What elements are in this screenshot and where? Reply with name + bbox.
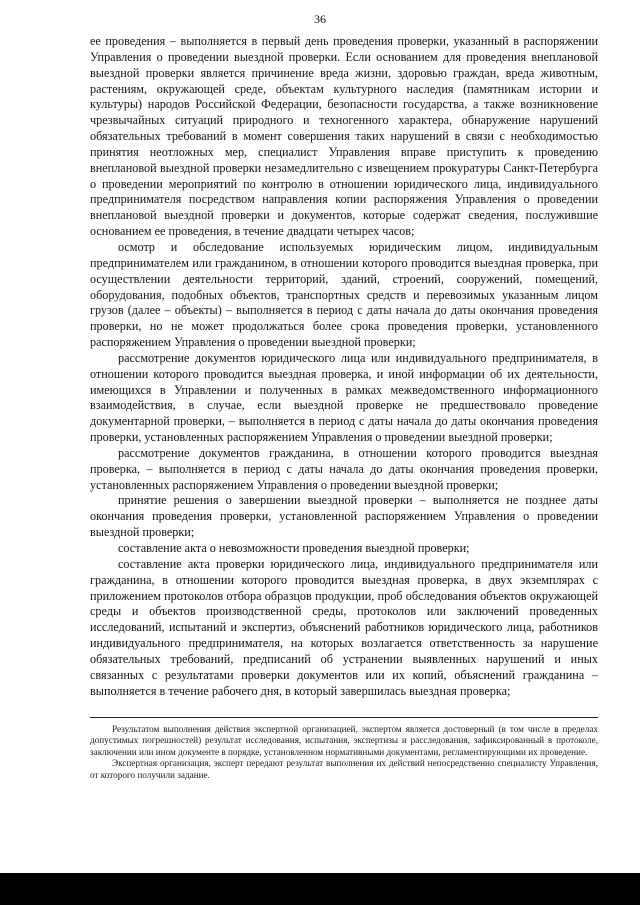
page-number: 36 <box>314 12 326 26</box>
footnotes <box>90 724 598 781</box>
paragraph: рассмотрение документов гражданина, в отношении которого проводится выездная проверка, – выполняется в период с даты начала до даты окончания проведения проверки, установленных распоряжением Управления о проведении выездной проверки; <box>90 445 598 492</box>
scan-edge-band <box>0 873 640 905</box>
paragraph: осмотр и обследование используемых юридическим лицом, индивидуальным предпринимателем или гражданином, в отношении которого проводится выездная проверка, при осуществлении деятельности территорий, зданий, строений, сооружений, помещений, оборудования, подобных объектов, транспортных средств и перевозимых указанным лицом грузов (далее – объекты) – выполняется в период с даты начала до даты окончания проведения проверки, но не может продолжаться более срока проведения проверки, установленного распоряжением Управления о проведении выездной проверки; <box>90 239 598 350</box>
paragraph: составление акта проверки юридического лица, индивидуального предпринимателя или гражданина, в отношении которого проводится выездная проверка, в двух экземплярах с приложением протоколов отбора образцов продукции, проб обследования объектов окружающей среды и объектов производственной среды, протоколов или заключений проведенных исследований, испытаний и экспертиз, объяснений работников юридического лица, работников индивидуального предпринимателя, на которых возлагается ответственность за нарушение обязательных требований, предписаний об устранении выявленных нарушений и иных связанных с результатами проверки документов или их копий, объяснений гражданина – выполняется в течение рабочего дня, в который завершилась выездная проверка; <box>90 556 598 698</box>
footnote: Результатом выполнения действия экспертной организацией, экспертом является достоверный (в том числе в пределах допустимых погрешностей) результат исследования, испытания, экспертизы и расследования, зафиксированный в протоколе, заключении или ином документе в порядке, установленном нормативными документами, регламентирующими их проведение. <box>90 724 598 757</box>
paragraph: рассмотрение документов юридического лица или индивидуального предпринимателя, в отношении которого проводится выездная проверка, и иной информации об их деятельности, имеющихся в Управлении и полученных в рамках межведомственного информационного взаимодействия, в случае, если выездной проверке не предшествовало проведение документарной проверки, – выполняется в период с даты начала до даты окончания проведения проверки, установленных распоряжением Управления о проведении выездной проверки; <box>90 350 598 445</box>
paragraph: составление акта о невозможности проведения выездной проверки; <box>118 541 470 555</box>
paragraph: ее проведения – выполняется в первый день проведения проверки, указанный в распоряжении Управления о проведении выездной проверки. Если основанием для проведения внеплановой выездной проверки является причинение вреда жизни, здоровью граждан, вреда животным, растениям, окружающей среде, объектам культурного наследия (памятникам истории и культуры) народов Российской Федерации, безопасности государства, а также возникновение чрезвычайных ситуаций природного и техногенного характера, обнаружение нарушений обязательных требований в момент совершения таких нарушений в связи с необходимостью принятия неотложных мер, специалист Управления вправе приступить к проведению внеплановой выездной проверки незамедлительно с извещением прокуратуры Санкт-Петербурга о проведении мероприятий по контролю в отношении юридического лица, индивидуального предпринимателя посредством направления копии распоряжения Управления о проведении внеплановой выездной проверки и документов, которые содержат сведения, послужившие основанием ее проведения, в течение двадцати четырех часов; <box>90 34 598 239</box>
footnote: Экспертная организация, эксперт передают результат выполнения их действий непосредственно специалисту Управления, от которого получили задание. <box>90 758 598 780</box>
footnote-divider <box>90 717 598 718</box>
paragraph: принятие решения о завершении выездной проверки – выполняется не позднее даты окончания проведения проверки, установленной распоряжением Управления о проведении выездной проверки; <box>90 493 598 540</box>
document-body <box>90 34 598 699</box>
